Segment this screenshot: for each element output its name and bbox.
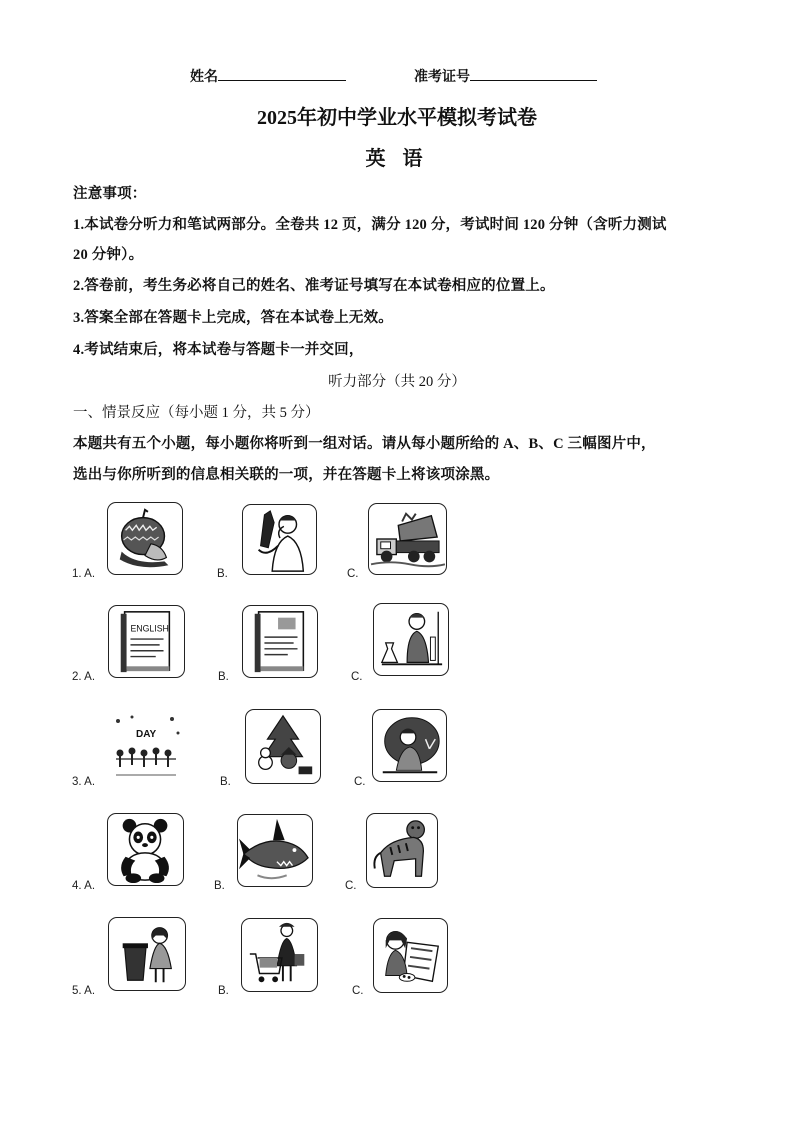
exam-title: 2025年初中学业水平模拟考试卷 xyxy=(257,107,537,129)
q3-label-c: C. xyxy=(354,776,366,788)
q4-label-c: C. xyxy=(345,880,357,892)
shark-icon xyxy=(238,815,312,886)
listening-heading: 听力部分（共 20 分） xyxy=(328,374,466,390)
q5-label-a: 5. A. xyxy=(72,985,96,997)
science-lab-icon xyxy=(374,604,448,675)
person-eating-icon xyxy=(243,505,316,574)
q4-option-a-panda-picture[interactable] xyxy=(107,813,184,886)
exam-id-blank[interactable] xyxy=(470,66,597,81)
q3-label-a: 3. A. xyxy=(72,776,96,788)
q4-label-b: B. xyxy=(214,880,225,892)
childrens-day-card-text: DAY xyxy=(136,729,157,740)
durian-icon xyxy=(108,503,182,574)
dump-truck-icon xyxy=(369,504,446,574)
name-label: 姓名 xyxy=(190,70,218,85)
q5-option-a-girl-trash-bin-picture[interactable] xyxy=(108,917,186,991)
section-1-instruction-line-1: 本题共有五个小题，每小题你将听到一组对话。请从每小题所给的 A、B、C 三幅图片中， xyxy=(73,436,656,452)
q1-option-b-person-eating-picture[interactable] xyxy=(242,504,317,575)
notice-item-1-line-1: 1.本试卷分听力和笔试两部分。全卷共 12 页，满分 120 分，考试时间 120 分钟（含听力测试 xyxy=(73,217,667,233)
notice-item-4: 4.考试结束后，将本试卷与答题卡一并交回， xyxy=(73,342,364,358)
subject-title: 英 语 xyxy=(365,148,429,170)
q5-option-b-woman-shopping-cart-picture[interactable] xyxy=(241,918,318,992)
exam-id-label: 准考证号 xyxy=(414,70,470,85)
section-1-heading: 一、情景反应（每小题 1 分，共 5 分） xyxy=(73,405,320,421)
q2-label-b: B. xyxy=(218,671,229,683)
q2-label-a: 2. A. xyxy=(72,671,96,683)
english-book-icon xyxy=(109,606,184,677)
q1-label-a: 1. A. xyxy=(72,568,96,580)
q1-option-a-durian-picture[interactable] xyxy=(107,502,183,575)
english-book-title: ENGLISH xyxy=(130,623,169,634)
q3-label-b: B. xyxy=(220,776,231,788)
book-icon xyxy=(243,606,317,677)
girl-trash-bin-icon xyxy=(109,918,185,990)
name-blank[interactable] xyxy=(218,66,346,81)
woman-shopping-cart-icon xyxy=(242,919,317,991)
q1-label-c: C. xyxy=(347,568,359,580)
christmas-tree-icon xyxy=(246,710,320,783)
notice-heading: 注意事项： xyxy=(73,186,147,202)
notice-item-1-line-2: 20 分钟）。 xyxy=(73,247,144,263)
q1-label-b: B. xyxy=(217,568,228,580)
childrens-day-icon xyxy=(108,709,185,781)
q3-option-b-christmas-picture[interactable] xyxy=(245,709,321,784)
girl-painting-icon xyxy=(374,919,447,992)
q2-label-c: C. xyxy=(351,671,363,683)
section-1-instruction-line-2: 选出与你所听到的信息相关联的一项，并在答题卡上将该项涂黑。 xyxy=(73,467,500,483)
name-field xyxy=(190,66,346,86)
tiger-icon xyxy=(367,814,437,887)
q5-option-c-girl-painting-picture[interactable] xyxy=(373,918,448,993)
q4-option-b-shark-picture[interactable] xyxy=(237,814,313,887)
q3-option-a-childrens-day-picture[interactable] xyxy=(108,709,185,781)
notice-item-3: 3.答案全部在答题卡上完成，答在本试卷上无效。 xyxy=(73,310,393,326)
q2-option-b-book-picture[interactable] xyxy=(242,605,318,678)
exam-id-field xyxy=(414,66,597,86)
panda-icon xyxy=(108,814,183,885)
q2-option-c-science-lab-picture[interactable] xyxy=(373,603,449,676)
q4-option-c-tiger-picture[interactable] xyxy=(366,813,438,888)
tree-planting-icon xyxy=(373,710,446,781)
q3-option-c-tree-planting-picture[interactable] xyxy=(372,709,447,782)
q5-label-c: C. xyxy=(352,985,364,997)
q4-label-a: 4. A. xyxy=(72,880,96,892)
q1-option-c-dump-truck-picture[interactable] xyxy=(368,503,447,575)
notice-item-2: 2.答卷前，考生务必将自己的姓名、准考证号填写在本试卷相应的位置上。 xyxy=(73,278,555,294)
q5-label-b: B. xyxy=(218,985,229,997)
q2-option-a-english-book-picture[interactable] xyxy=(108,605,185,678)
